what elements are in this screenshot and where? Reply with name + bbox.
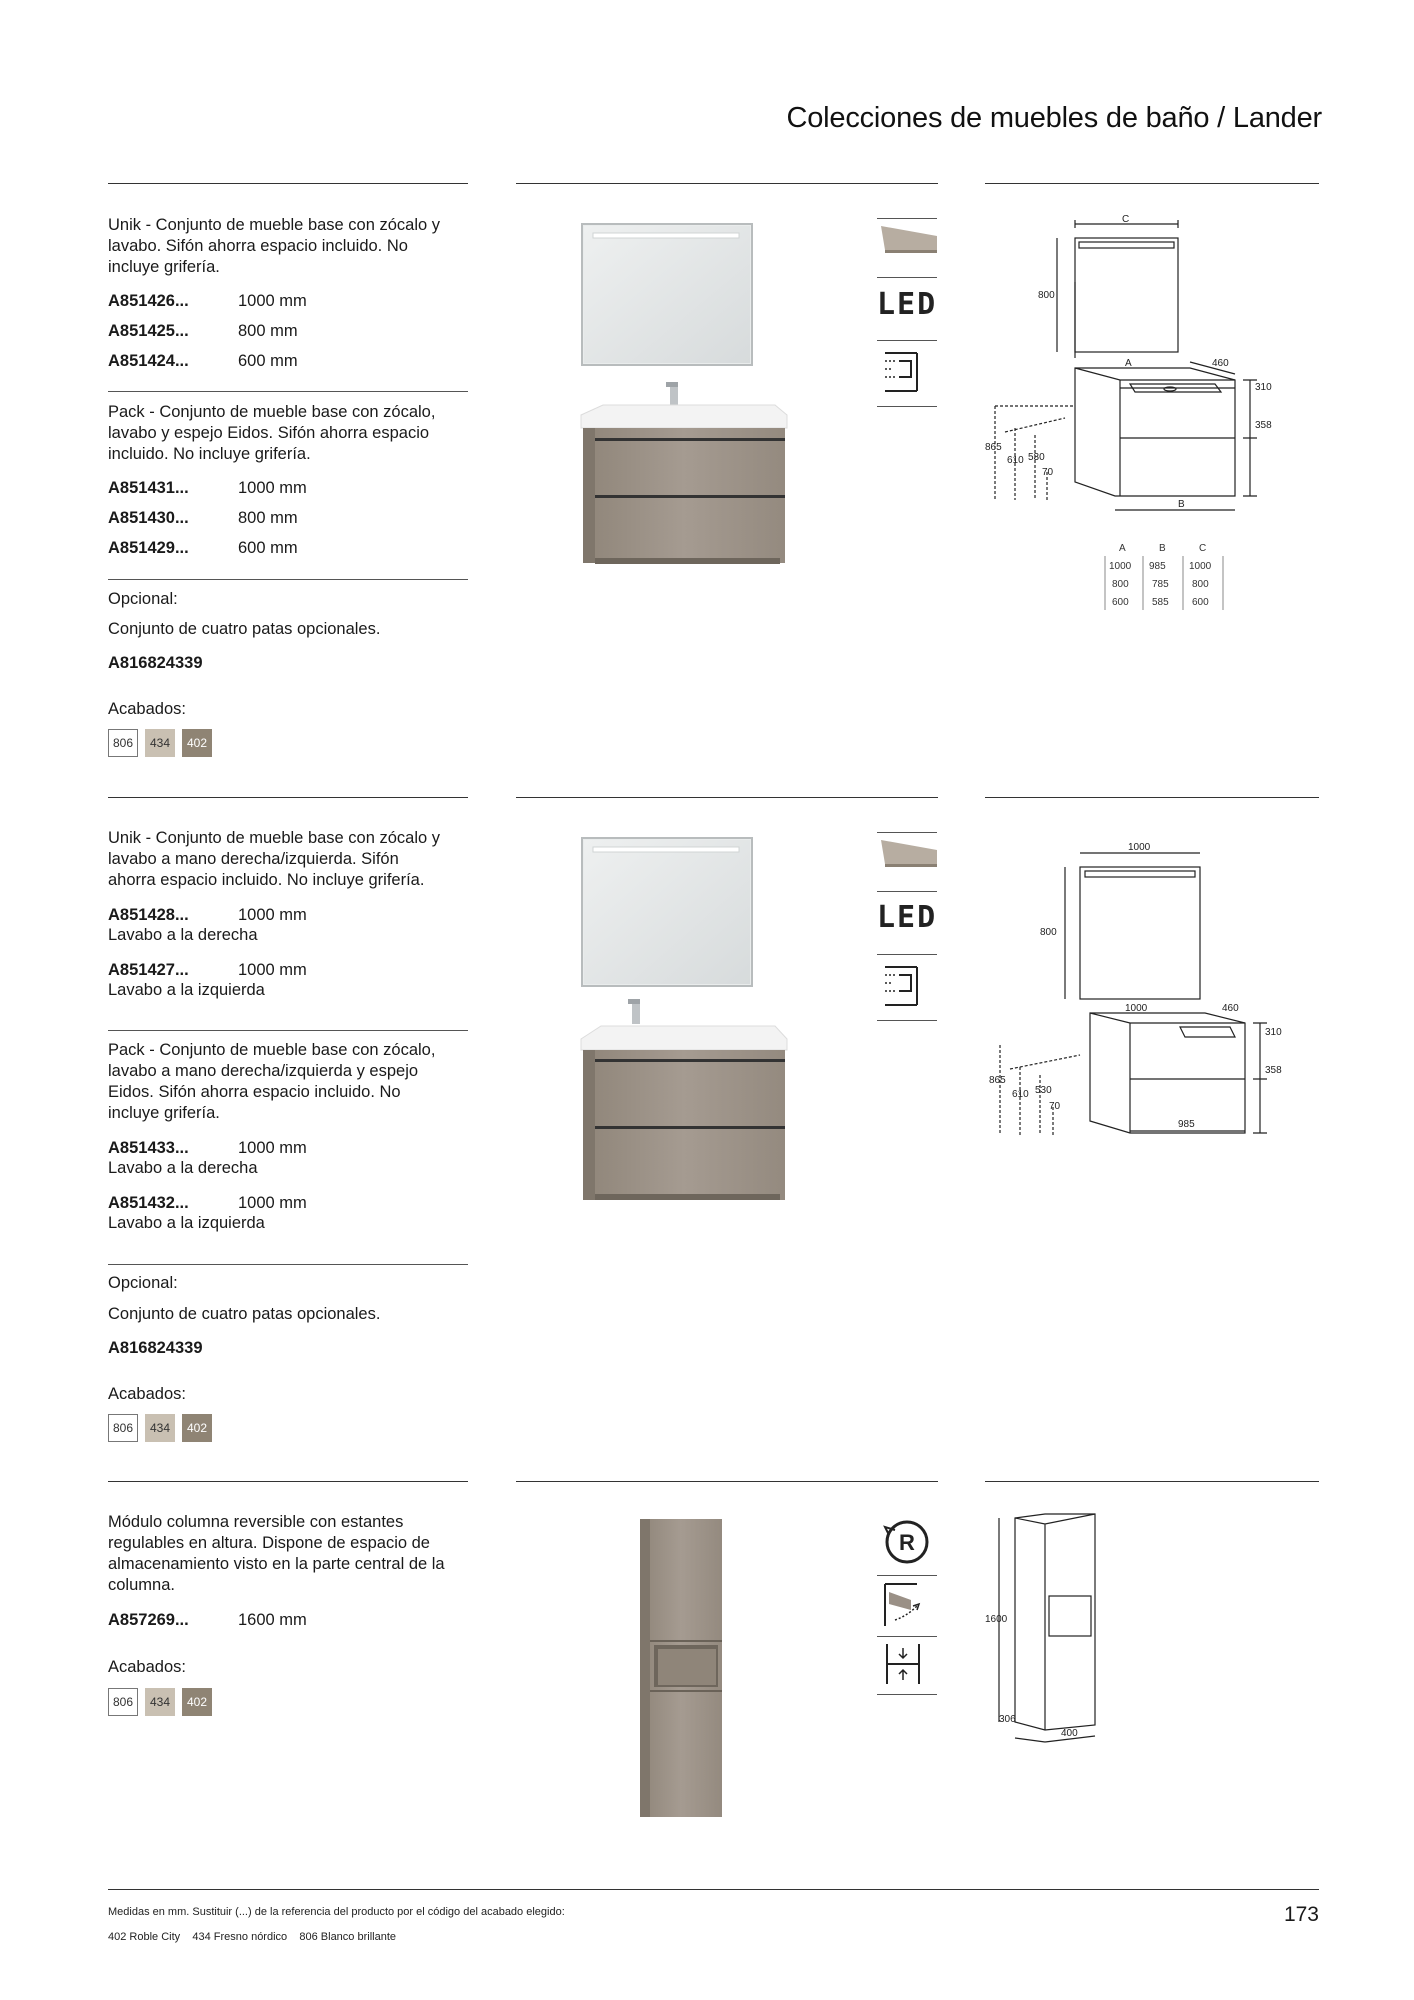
svg-text:R: R bbox=[899, 1530, 915, 1555]
divider bbox=[985, 797, 1319, 798]
divider bbox=[985, 1481, 1319, 1482]
product-variant: Lavabo a la derecha bbox=[108, 1159, 258, 1177]
product-size: 1000 mm bbox=[238, 479, 307, 497]
product-code: A851424... bbox=[108, 352, 189, 370]
svg-text:800: 800 bbox=[1112, 579, 1129, 590]
dim-label: B bbox=[1178, 499, 1185, 510]
dim-label: 306 bbox=[999, 1714, 1016, 1725]
product-row bbox=[108, 961, 307, 980]
plinth bbox=[595, 558, 780, 564]
led-icon: LED bbox=[877, 287, 938, 322]
product-row bbox=[108, 906, 307, 925]
drawing-mirror bbox=[1075, 238, 1178, 352]
dimension-table bbox=[1109, 543, 1212, 608]
product-variant: Lavabo a la derecha bbox=[108, 926, 258, 944]
mirror-led-strip bbox=[593, 847, 739, 852]
optional-label: Opcional: bbox=[108, 1274, 178, 1292]
svg-text:985: 985 bbox=[1149, 561, 1166, 572]
mirror-led-strip bbox=[593, 233, 739, 238]
product-size: 800 mm bbox=[238, 509, 298, 527]
product-row bbox=[108, 539, 298, 558]
technical-drawing-2 bbox=[985, 835, 1320, 1135]
dim-label: 985 bbox=[1178, 1119, 1195, 1130]
dim-label: 1000 bbox=[1128, 842, 1151, 853]
finish-swatches bbox=[108, 1414, 212, 1442]
drawer-handle bbox=[595, 1126, 785, 1129]
finishes-label: Acabados: bbox=[108, 1385, 186, 1403]
product-code: A851432... bbox=[108, 1194, 189, 1212]
divider bbox=[108, 579, 468, 580]
finish-swatches bbox=[108, 1688, 212, 1716]
technical-drawing-3 bbox=[985, 1510, 1105, 1750]
product-row bbox=[108, 1139, 307, 1158]
dim-label: 530 bbox=[1035, 1085, 1052, 1096]
product-size: 1000 mm bbox=[238, 961, 307, 979]
faucet bbox=[670, 385, 678, 407]
basin bbox=[581, 405, 787, 428]
product-image-vanity-offset bbox=[575, 834, 795, 1224]
product-code: A851426... bbox=[108, 292, 189, 310]
product-description: Unik - Conjunto de mueble base con zócalo y lavabo a mano derecha/izquierda. Sifón ahorra espacio incluido. No incluye grifería. bbox=[108, 829, 441, 889]
dim-label: 800 bbox=[1038, 290, 1055, 301]
dim-label: 800 bbox=[1040, 927, 1057, 938]
plinth bbox=[595, 1194, 780, 1200]
swatch-806: 806 bbox=[108, 1414, 138, 1442]
footer-divider bbox=[108, 1889, 1319, 1890]
divider bbox=[516, 1481, 938, 1482]
dim-label: 610 bbox=[1012, 1089, 1029, 1100]
dim-label: 358 bbox=[1265, 1065, 1282, 1076]
base-profile-icon bbox=[877, 222, 937, 258]
dim-label: 530 bbox=[1028, 452, 1045, 463]
swatch-806: 806 bbox=[108, 1688, 138, 1716]
product-code: A851431... bbox=[108, 479, 189, 497]
divider bbox=[516, 797, 938, 798]
page-title: Colecciones de muebles de baño / Lander bbox=[786, 102, 1322, 134]
svg-text:A: A bbox=[1119, 543, 1126, 554]
technical-drawing-1 bbox=[985, 210, 1320, 610]
dim-label: 70 bbox=[1042, 467, 1054, 478]
mirror-glass bbox=[584, 226, 750, 363]
product-size: 600 mm bbox=[238, 539, 298, 557]
optional-code: A816824339 bbox=[108, 1339, 203, 1357]
product-size: 800 mm bbox=[238, 322, 298, 340]
finishes-label: Acabados: bbox=[108, 1658, 186, 1676]
swatch-402: 402 bbox=[182, 1688, 212, 1716]
dim-label: 310 bbox=[1255, 382, 1272, 393]
product-variant: Lavabo a la izquierda bbox=[108, 1214, 265, 1232]
product-size: 1000 mm bbox=[238, 1194, 307, 1212]
optional-label: Opcional: bbox=[108, 590, 178, 608]
dim-label: 358 bbox=[1255, 420, 1272, 431]
product-size: 1600 mm bbox=[238, 1611, 307, 1629]
swatch-434: 434 bbox=[145, 1414, 175, 1442]
optional-text: Conjunto de cuatro patas opcionales. bbox=[108, 620, 381, 638]
product-size: 600 mm bbox=[238, 352, 298, 370]
svg-text:1000: 1000 bbox=[1189, 561, 1212, 572]
product-row bbox=[108, 509, 298, 528]
adjustable-shelf-icon bbox=[877, 1640, 937, 1688]
dim-label: 1000 bbox=[1125, 1003, 1148, 1014]
product-size: 1000 mm bbox=[238, 292, 307, 310]
swatch-434: 434 bbox=[145, 1688, 175, 1716]
product-row bbox=[108, 1194, 307, 1213]
faucet bbox=[632, 1002, 640, 1024]
drawer-handle bbox=[595, 438, 785, 441]
divider bbox=[108, 1481, 468, 1482]
basin bbox=[581, 1026, 787, 1050]
divider bbox=[516, 183, 938, 184]
optional-text: Conjunto de cuatro patas opcionales. bbox=[108, 1305, 381, 1323]
svg-text:600: 600 bbox=[1112, 597, 1129, 608]
dim-label: C bbox=[1122, 214, 1130, 225]
divider bbox=[108, 391, 468, 392]
product-row bbox=[108, 322, 298, 341]
dim-label: 460 bbox=[1222, 1003, 1239, 1014]
product-size: 1000 mm bbox=[238, 1139, 307, 1157]
product-code: A851428... bbox=[108, 906, 189, 924]
finishes-label: Acabados: bbox=[108, 700, 186, 718]
svg-text:600: 600 bbox=[1192, 597, 1209, 608]
svg-text:585: 585 bbox=[1152, 597, 1169, 608]
siphon-icon bbox=[877, 961, 937, 1011]
siphon-icon bbox=[877, 347, 937, 397]
finish-swatches bbox=[108, 729, 212, 757]
door-opening-icon bbox=[877, 1580, 937, 1630]
product-code: A851425... bbox=[108, 322, 189, 340]
swatch-402: 402 bbox=[182, 1414, 212, 1442]
product-size: 1000 mm bbox=[238, 906, 307, 924]
svg-text:1000: 1000 bbox=[1109, 561, 1132, 572]
reversible-icon bbox=[877, 1517, 937, 1567]
drawer-handle bbox=[595, 1059, 785, 1062]
swatch-806: 806 bbox=[108, 729, 138, 757]
drawer-handle bbox=[595, 495, 785, 498]
divider bbox=[108, 797, 468, 798]
dim-label: 865 bbox=[985, 442, 1002, 453]
dim-label: 460 bbox=[1212, 358, 1229, 369]
product-description: Unik - Conjunto de mueble base con zócalo y lavabo. Sifón ahorra espacio incluido. No incluye grifería. bbox=[108, 216, 441, 276]
dim-label: 70 bbox=[1049, 1101, 1061, 1112]
product-code: A851430... bbox=[108, 509, 189, 527]
svg-text:B: B bbox=[1159, 543, 1166, 554]
dim-label: 1600 bbox=[985, 1614, 1008, 1625]
footer-finishes-legend: 402 Roble City 434 Fresno nórdico 806 Blanco brillante bbox=[108, 1931, 396, 1943]
product-code: A851427... bbox=[108, 961, 189, 979]
product-code: A851429... bbox=[108, 539, 189, 557]
product-row bbox=[108, 352, 298, 371]
divider bbox=[108, 183, 468, 184]
footer-note: Medidas en mm. Sustituir (...) de la referencia del producto por el código del acabado elegido: bbox=[108, 1906, 565, 1918]
divider bbox=[985, 183, 1319, 184]
dim-label: A bbox=[1125, 358, 1132, 369]
dim-label: 400 bbox=[1061, 1728, 1078, 1739]
product-code: A857269... bbox=[108, 1611, 189, 1629]
product-image-vanity bbox=[575, 220, 795, 580]
swatch-402: 402 bbox=[182, 729, 212, 757]
product-row bbox=[108, 292, 307, 311]
swatch-434: 434 bbox=[145, 729, 175, 757]
product-variant: Lavabo a la izquierda bbox=[108, 981, 265, 999]
svg-text:800: 800 bbox=[1192, 579, 1209, 590]
base-profile-icon bbox=[877, 836, 937, 872]
divider bbox=[108, 1264, 468, 1265]
cabinet bbox=[583, 1050, 785, 1200]
product-code: A851433... bbox=[108, 1139, 189, 1157]
product-description: Pack - Conjunto de mueble base con zócalo, lavabo a mano derecha/izquierda y espejo Eidos. Sifón ahorra espacio incluido. No incluye grifería. bbox=[108, 1041, 436, 1122]
dim-label: 865 bbox=[989, 1075, 1006, 1086]
svg-text:785: 785 bbox=[1152, 579, 1169, 590]
product-description: Pack - Conjunto de mueble base con zócalo, lavabo y espejo Eidos. Sifón ahorra espacio incluido. No incluye grifería. bbox=[108, 403, 436, 463]
dim-label: 310 bbox=[1265, 1027, 1282, 1038]
led-icon: LED bbox=[877, 900, 938, 935]
divider bbox=[108, 1030, 468, 1031]
product-row bbox=[108, 479, 307, 498]
product-row bbox=[108, 1611, 307, 1630]
dim-label: 610 bbox=[1007, 455, 1024, 466]
optional-code: A816824339 bbox=[108, 654, 203, 672]
svg-text:C: C bbox=[1199, 543, 1207, 554]
page-number: 173 bbox=[1283, 1903, 1319, 1926]
product-image-column bbox=[630, 1515, 730, 1825]
product-description: Módulo columna reversible con estantes regulables en altura. Dispone de espacio de almacenamiento visto en la parte central de la columna. bbox=[108, 1513, 445, 1594]
